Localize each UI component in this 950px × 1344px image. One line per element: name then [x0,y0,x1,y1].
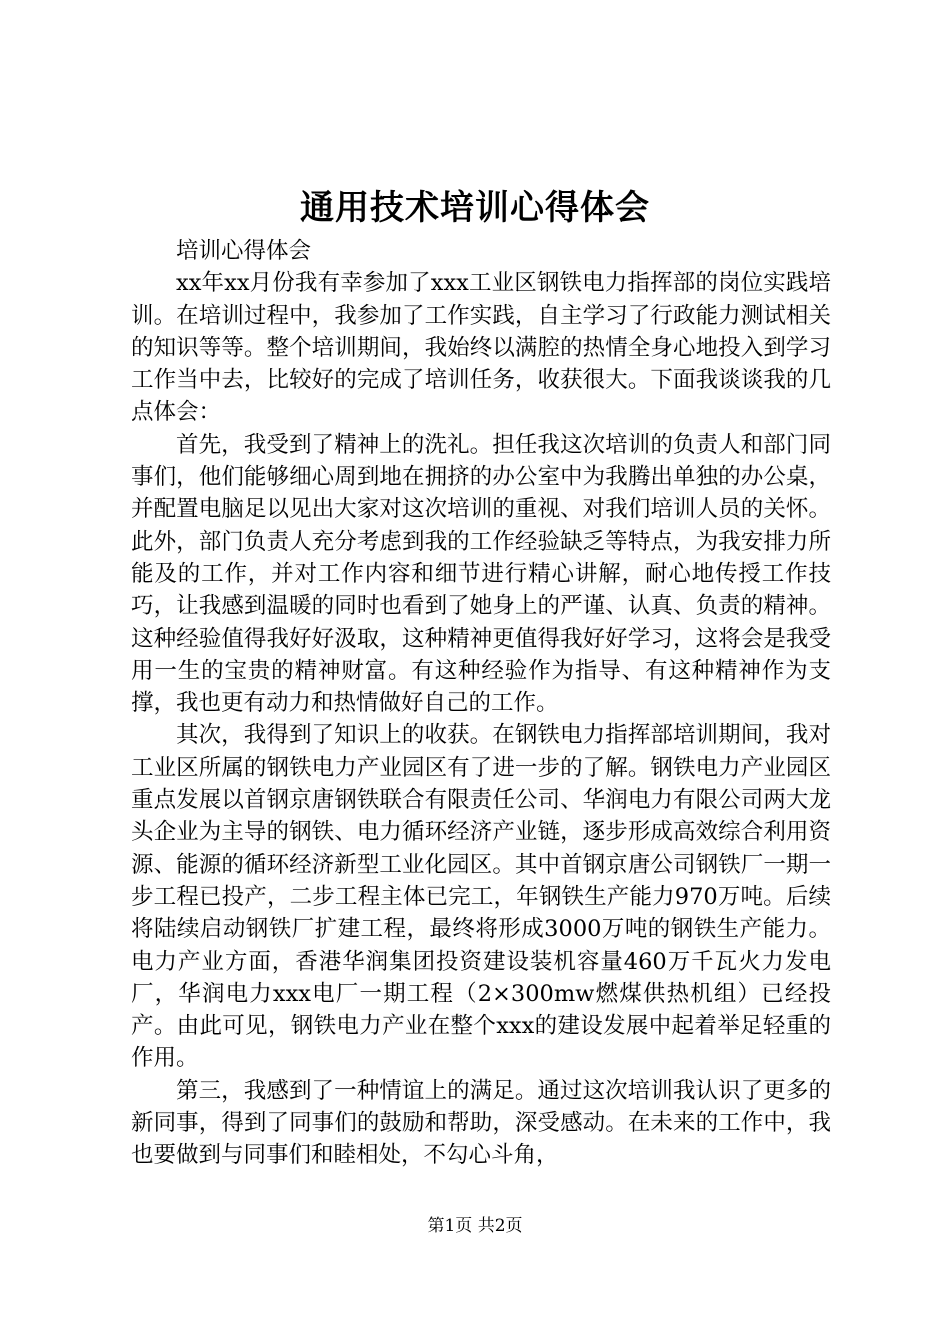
paragraph-second-point: 其次，我得到了知识上的收获。在钢铁电力指挥部培训期间，我对工业区所属的钢铁电力产业园区有了进一步的了解。钢铁电力产业园区重点发展以首钢京唐钢铁联合有限责任公司、华润电力有限公司两大龙头企业为主导的钢铁、电力循环经济产业链，逐步形成高效综合利用资源、能源的循环经济新型工业化园区。其中首钢京唐公司钢铁厂一期一步工程已投产，二步工程主体已完工，年钢铁生产能力970万吨。后续将陆续启动钢铁厂扩建工程，最终将形成3000万吨的钢铁生产能力。电力产业方面，香港华润集团投资建设装机容量460万千瓦火力发电厂，华润电力xxx电厂一期工程（2×300mw燃煤供热机组）已经投产。由此可见，钢铁电力产业在整个xxx的建设发展中起着举足轻重的作用。 [131,722,831,1072]
paragraph-third-point: 第三，我感到了一种情谊上的满足。通过这次培训我认识了更多的新同事，得到了同事们的鼓励和帮助，深受感动。在未来的工作中，我也要做到与同事们和睦相处，不勾心斗角， [131,1077,831,1169]
subtitle-paragraph: 培训心得体会 [176,238,312,264]
page-number-footer: 第1页 共2页 [427,1216,523,1236]
paragraph-first-point: 首先，我受到了精神上的洗礼。担任我这次培训的负责人和部门同事们，他们能够细心周到地在拥挤的办公室中为我腾出单独的办公桌，并配置电脑足以见出大家对这次培训的重视、对我们培训人员的关怀。此外，部门负责人充分考虑到我的工作经验缺乏等特点，为我安排力所能及的工作，并对工作内容和细节进行精心讲解，耐心地传授工作技巧，让我感到温暖的同时也看到了她身上的严谨、认真、负责的精神。这种经验值得我好好汲取，这种精神更值得我好好学习，这将会是我受用一生的宝贵的精神财富。有这种经验作为指导、有这种精神作为支撑，我也更有动力和热情做好自己的工作。 [131,431,831,717]
paragraph-intro: xx年xx月份我有幸参加了xxx工业区钢铁电力指挥部的岗位实践培训。在培训过程中，我参加了工作实践，自主学习了行政能力测试相关的知识等等。整个培训期间，我始终以满腔的热情全身心地投入到学习工作当中去，比较好的完成了培训任务，收获很大。下面我谈谈我的几点体会： [131,270,831,426]
document-title: 通用技术培训心得体会 [300,188,650,228]
document-body [131,235,831,1172]
